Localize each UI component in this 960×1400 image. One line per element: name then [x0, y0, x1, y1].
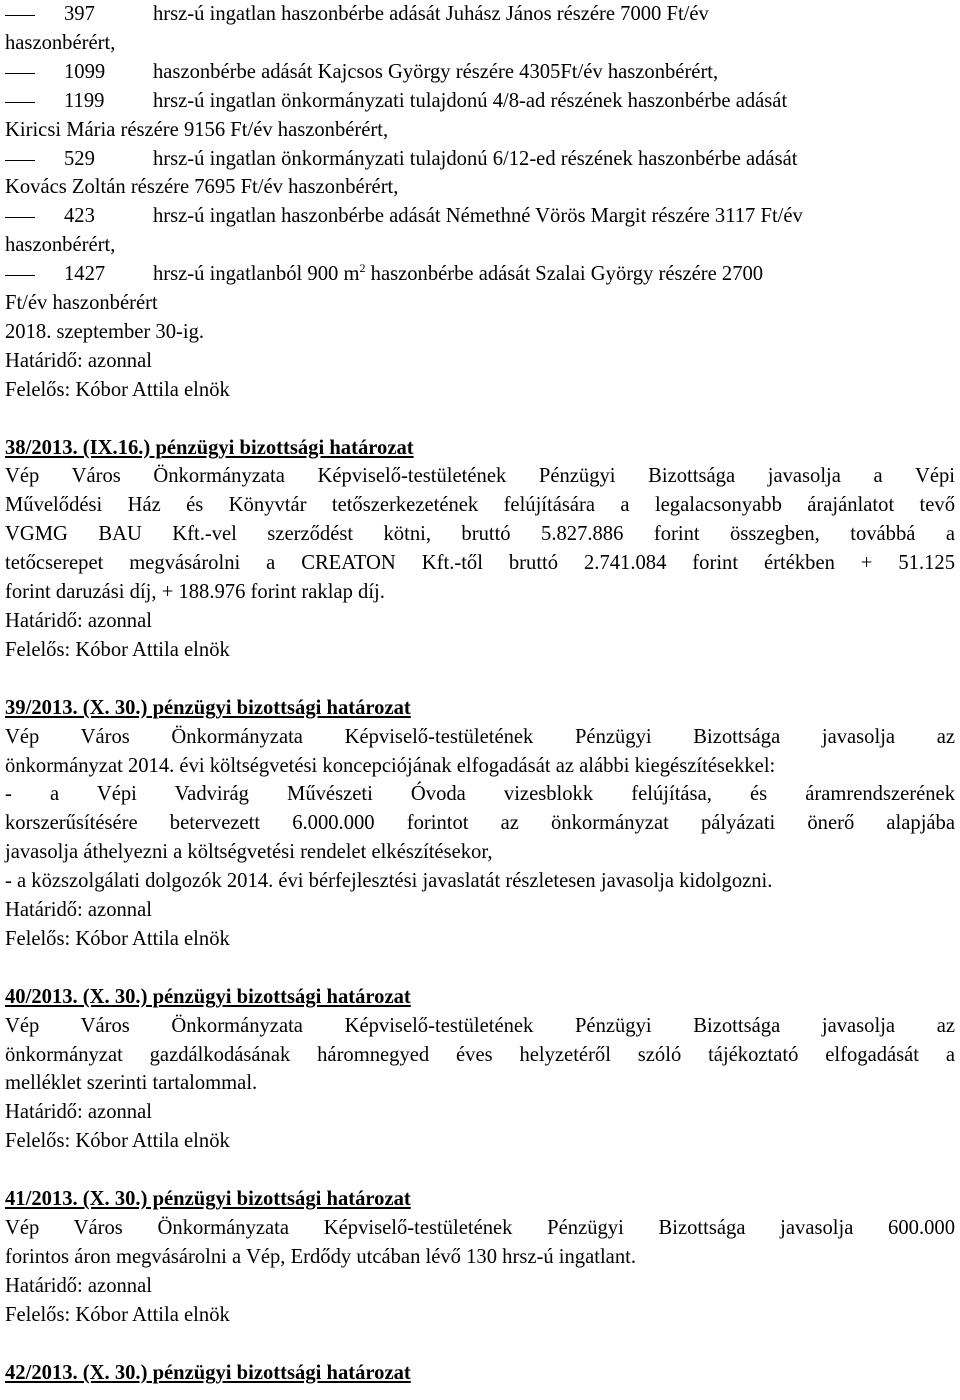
body-line: Vép Város Önkormányzata Képviselő-testületének Pénzügyi Bizottsága javasolja az: [5, 1014, 955, 1037]
list-item-text: haszonbérbe adását Kajcsos György részére 4305Ft/év haszonbérért,: [153, 60, 719, 83]
body-line: tetőcserepet megvásárolni a CREATON Kft.-től bruttó 2.741.084 forint értékben + 51.125: [5, 552, 955, 575]
list-item-text: hrsz-ú ingatlan haszonbérbe adását Némethné Vörös Margit részére 3117 Ft/év: [153, 205, 803, 228]
resolution: [5, 665, 955, 954]
lot-number: 529: [64, 147, 95, 170]
lot-number: 397: [64, 3, 95, 25]
resolution: [5, 1156, 955, 1329]
document-page: [5, 0, 955, 1387]
dash-bullet-icon: [5, 160, 35, 161]
responsible-line: Felelős: Kóbor Attila elnök: [5, 638, 230, 661]
resolution: [5, 954, 955, 1156]
lot-number: 1199: [64, 89, 105, 112]
body-line: melléklet szerinti tartalommal.: [5, 1072, 258, 1095]
dash-bullet-icon: [5, 275, 35, 276]
body-line: Vép Város Önkormányzata Képviselő-testületének Pénzügyi Bizottsága javasolja 600.000: [5, 1217, 955, 1239]
lot-number: 1099: [64, 60, 106, 83]
lot-number: 423: [64, 205, 95, 228]
superscript: 2: [359, 261, 366, 276]
responsible-line: Felelős: Kóbor Attila elnök: [5, 1303, 230, 1326]
body-line: Vép Város Önkormányzata Képviselő-testületének Pénzügyi Bizottsága javasolja az: [5, 725, 955, 748]
dash-bullet-icon: [5, 73, 35, 74]
deadline-line: Határidő: azonnal: [5, 1101, 152, 1124]
deadline-date: 2018. szeptember 30-ig.: [5, 320, 205, 343]
lease-list: [5, 0, 955, 260]
deadline-line: Határidő: azonnal: [5, 1274, 152, 1297]
resolution-heading: 42/2013. (X. 30.) pénzügyi bizottsági határozat: [5, 1361, 411, 1384]
resolutions: [5, 405, 955, 1330]
body-line: - a Vépi Vadvirág Művészeti Óvoda vizesblokk felújítása, és áramrendszerének: [5, 783, 955, 806]
list-item-continuation: Kiricsi Mária részére 9156 Ft/év haszonbérért,: [5, 118, 389, 141]
deadline-line: Határidő: azonnal: [5, 610, 152, 633]
list-item-text: hrsz-ú ingatlan önkormányzati tulajdonú 6/12-ed részének haszonbérbe adását: [153, 147, 798, 170]
resolution-heading: 40/2013. (X. 30.) pénzügyi bizottsági határozat: [5, 985, 411, 1008]
body-line: forint daruzási díj, + 188.976 forint raklap díj.: [5, 581, 385, 604]
list-item: [5, 87, 955, 145]
list-item-continuation: Ft/év haszonbérért: [5, 292, 158, 315]
list-item: [5, 0, 955, 58]
resolution-heading: 41/2013. (X. 30.) pénzügyi bizottsági határozat: [5, 1188, 411, 1211]
responsible-line: Felelős: Kóbor Attila elnök: [5, 927, 230, 950]
body-line: önkormányzat gazdálkodásának háromnegyed éves helyzetéről szóló tájékoztató elfogadását a: [5, 1043, 955, 1066]
lot-number: 1427: [64, 263, 106, 286]
list-item: [5, 145, 955, 203]
body-line: javasolja áthelyezni a költségvetési rendelet elkészítésekor,: [5, 841, 493, 864]
dash-bullet-icon: [5, 102, 35, 103]
dash-bullet-icon: [5, 217, 35, 218]
list-item-continuation: Kovács Zoltán részére 7695 Ft/év haszonbérért,: [5, 176, 399, 199]
dash-bullet-icon: [5, 15, 35, 16]
deadline-line: Határidő: azonnal: [5, 899, 152, 922]
list-item: [5, 58, 955, 87]
list-item-continuation: haszonbérért,: [5, 234, 116, 257]
body-line: Vép Város Önkormányzata Képviselő-testületének Pénzügyi Bizottsága javasolja a Vépi: [5, 465, 955, 488]
resolution-heading: 38/2013. (IX.16.) pénzügyi bizottsági határozat: [5, 436, 414, 459]
body-line: VGMG BAU Kft.-vel szerződést kötni, bruttó 5.827.886 forint összegben, továbbá a: [5, 523, 955, 546]
body-line: önkormányzat 2014. évi költségvetési koncepciójának elfogadását az alábbi kiegészítésekkel:: [5, 754, 776, 777]
list-item: [5, 260, 955, 318]
body-line: korszerűsítésére betervezett 6.000.000 forintot az önkormányzat pályázati önerő alapjába: [5, 812, 955, 835]
list-item-text: hrsz-ú ingatlan önkormányzati tulajdonú 4/8-ad részének haszonbérbe adását: [153, 89, 788, 112]
list-item-text: hrsz-ú ingatlanból 900 $m^2$ haszonbérbe adását Szalai György részére 2700: [153, 261, 764, 286]
responsible-line: Felelős: Kóbor Attila elnök: [5, 1130, 230, 1153]
deadline-line: Határidő: azonnal: [5, 349, 152, 372]
list-item-continuation: haszonbérért,: [5, 31, 116, 54]
body-line: forintos áron megvásárolni a Vép, Erdődy utcában lévő 130 hrsz-ú ingatlant.: [5, 1245, 636, 1268]
list-item: [5, 202, 955, 260]
list-item-text: hrsz-ú ingatlan haszonbérbe adását Juhász János részére 7000 Ft/év: [153, 3, 709, 25]
body-line: Művelődési Ház és Könyvtár tetőszerkezetének felújítására a legalacsonyabb árajánlatot tevő: [5, 494, 955, 517]
resolution: [5, 405, 955, 665]
responsible-line: Felelős: Kóbor Attila elnök: [5, 378, 230, 401]
body-line: - a közszolgálati dolgozók 2014. évi bérfejlesztési javaslatát részletesen javasolja kidolgozni.: [5, 870, 773, 893]
resolution-heading: 39/2013. (X. 30.) pénzügyi bizottsági határozat: [5, 696, 411, 719]
